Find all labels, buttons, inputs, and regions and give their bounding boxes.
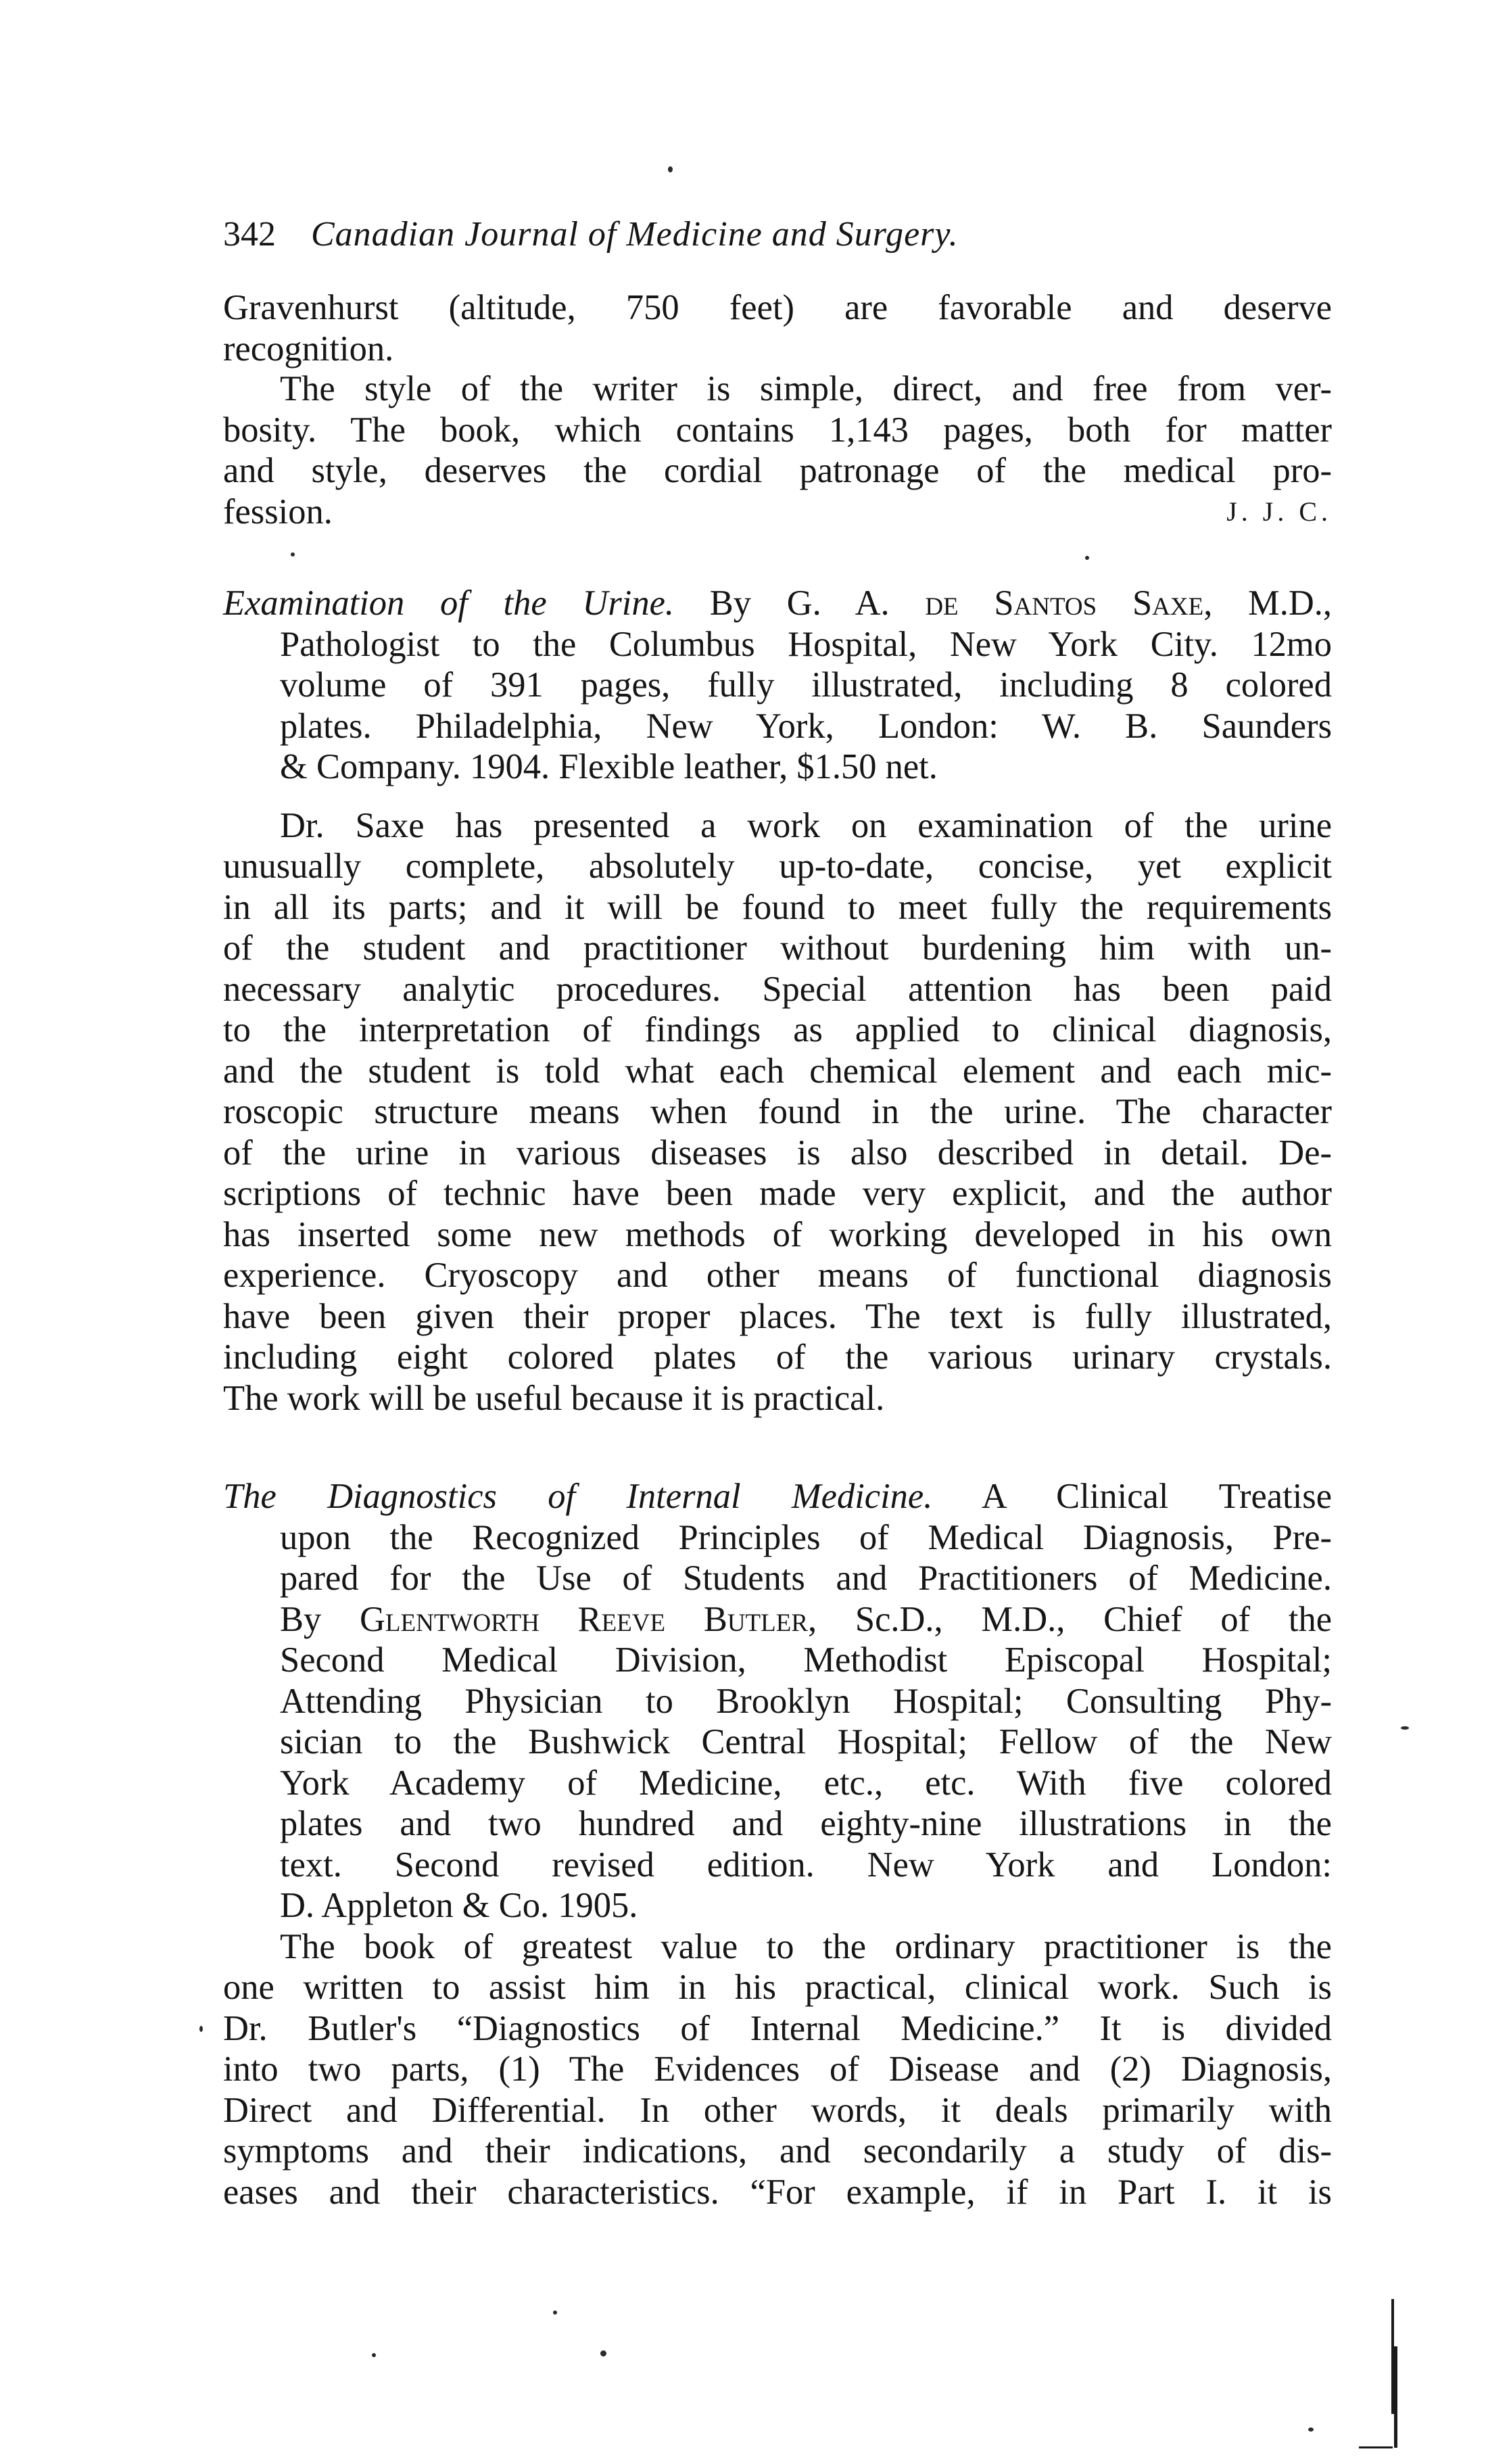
citation-line: Attending Physician to Brooklyn Hospital; Consulting Phy- [280, 1681, 1332, 1721]
scan-speck [668, 166, 673, 172]
text-line: bosity. The book, which contains 1,143 pages, both for matter [223, 410, 1332, 450]
citation-line: & Company. 1904. Flexible leather, $1.50 net. [280, 747, 938, 786]
citation-line: D. Appleton & Co. 1905. [280, 1886, 638, 1925]
body-line: Dr. Saxe has presented a work on examination of the urine [280, 805, 1332, 845]
body-line: one written to assist him in his practical, clinical work. Such is [223, 1968, 1332, 2007]
body-line: experience. Cryoscopy and other means of functional diagnosis [223, 1256, 1332, 1295]
citation-line: York Academy of Medicine, etc., etc. With five colored [280, 1763, 1332, 1803]
body-line: of the student and practitioner without burdening him with un- [223, 928, 1332, 968]
body-line: roscopic structure means when found in the urine. The character [223, 1092, 1332, 1131]
body-line: to the interpretation of findings as applied to clinical diagnosis, [223, 1010, 1332, 1049]
text-line [223, 492, 1332, 533]
citation-line: Second Medical Division, Methodist Episcopal Hospital; [280, 1640, 1332, 1680]
text-line: Gravenhurst (altitude, 750 feet) are favorable and deserve [223, 288, 1332, 327]
review-urine-examination [223, 583, 1332, 1419]
book-title: The Diagnostics of Internal Medicine. [223, 1477, 933, 1516]
review-internal-medicine [223, 1476, 1332, 2212]
body-line: of the urine in various diseases is also described in detail. De- [223, 1133, 1332, 1172]
body-line: necessary analytic procedures. Special attention has been paid [223, 969, 1332, 1009]
body-line: have been given their proper places. The text is fully illustrated, [223, 1296, 1332, 1336]
author-name: de Santos Saxe [925, 584, 1204, 623]
body-line: Dr. Butler's “Diagnostics of Internal Medicine.” It is divided [223, 2008, 1332, 2048]
body-line: Direct and Differential. In other words, it deals primarily with [223, 2090, 1332, 2130]
book-title: Examination of the Urine. [223, 584, 675, 623]
body-line: into two parts, (1) The Evidences of Disease and (2) Diagnosis, [223, 2050, 1332, 2089]
scan-speck [1401, 1726, 1409, 1730]
body-line: scriptions of technic have been made very explicit, and the author [223, 1174, 1332, 1213]
body-line: unusually complete, absolutely up-to-date, concise, yet explicit [223, 847, 1332, 886]
page-number: 342 [223, 215, 276, 254]
author-name: Glentworth Reeve Butler [360, 1599, 809, 1639]
review-continued [223, 287, 1332, 369]
scan-speck [199, 2026, 203, 2032]
body-line: eases and their characteristics. “For example, if in Part I. it is [223, 2172, 1332, 2212]
journal-title: Canadian Journal of Medicine and Surgery. [311, 215, 959, 254]
scan-speck [372, 2353, 376, 2357]
citation-line: Pathologist to the Columbus Hospital, New York City. 12mo [280, 624, 1332, 664]
text-line: and style, deserves the cordial patronage of the medical pro- [223, 451, 1332, 490]
scan-speck [1308, 2427, 1314, 2432]
citation-line: volume of 391 pages, fully illustrated, including 8 colored [280, 665, 1332, 705]
body-line: symptoms and their indications, and secondarily a study of dis- [223, 2131, 1332, 2171]
citation-line: upon the Recognized Principles of Medical Diagnosis, Pre- [280, 1517, 1332, 1557]
scan-speck [291, 552, 295, 556]
body-line: The work will be useful because it is practical. [223, 1378, 885, 1418]
review-closing-paragraph [223, 369, 1332, 532]
running-head [223, 211, 1332, 258]
citation-text: , M.D., [1203, 584, 1332, 623]
scan-edge-mark [1394, 2346, 1397, 2448]
scan-speck [1085, 556, 1089, 560]
reviewer-initials: J. J. C. [1226, 496, 1332, 527]
byline-prefix: By [280, 1599, 322, 1639]
body-line: including eight colored plates of the various urinary crystals. [223, 1337, 1332, 1377]
body-line: has inserted some new methods of working developed in his own [223, 1214, 1332, 1254]
citation-line [223, 1599, 1332, 1640]
text-fragment: fession. [223, 492, 333, 531]
citation-line: pared for the Use of Students and Practitioners of Medicine. [280, 1559, 1332, 1598]
body-line: The book of greatest value to the ordinary practitioner is the [280, 1926, 1332, 1966]
byline-prefix: By G. A. [709, 584, 890, 623]
scan-speck [553, 2311, 557, 2315]
citation-text: , Sc.D., M.D., Chief of the [808, 1599, 1332, 1639]
scan-speck [600, 2350, 606, 2356]
body-line: in all its parts; and it will be found to meet fully the requirements [223, 887, 1332, 927]
text-line: The style of the writer is simple, direct, and free from ver- [280, 369, 1332, 408]
scan-edge-mark [1359, 2446, 1393, 2448]
text-line: recognition. [223, 329, 394, 369]
citation-line: plates. Philadelphia, New York, London: W. B. Saunders [280, 706, 1332, 746]
citation-line [223, 1476, 1332, 1517]
citation-line [223, 583, 1332, 624]
citation-text: A Clinical Treatise [981, 1477, 1333, 1516]
citation-line: plates and two hundred and eighty-nine illustrations in the [280, 1804, 1332, 1843]
citation-line: sician to the Bushwick Central Hospital; Fellow of the New [280, 1722, 1332, 1761]
body-line: and the student is told what each chemical element and each mic- [223, 1051, 1332, 1091]
citation-line: text. Second revised edition. New York and London: [280, 1845, 1332, 1885]
